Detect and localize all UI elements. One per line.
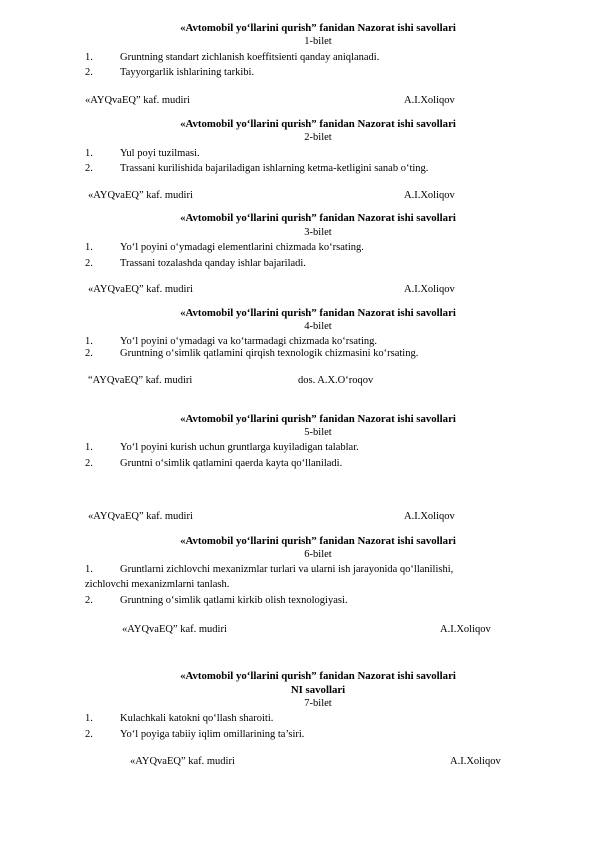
ticket-number: 7-bilet [304, 698, 332, 709]
question-number: 2. [85, 458, 93, 469]
ticket-number: 3-bilet [304, 227, 332, 238]
question-number: 1. [85, 713, 93, 724]
question-text: Yo‘l poyini o‘ymadagi elementlarini chizmada ko‘rsating. [120, 242, 364, 253]
question-text: Gruntning o‘simlik qatlami kirkib olish texnologiyasi. [120, 595, 348, 606]
ticket-title: «Avtomobil yo‘llarini qurish” fanidan Nazorat ishi savollari [180, 307, 456, 319]
question-number: 2. [85, 163, 93, 174]
question-text: Tayyorgarlik ishlarining tarkibi. [120, 67, 255, 78]
question-number: 2. [85, 348, 93, 359]
question-text: Trassani kurilishida bajariladigan ishlarning ketma-ketligini sanab o‘ting. [120, 163, 429, 174]
ticket-title: «Avtomobil yo‘llarini qurish” fanidan Nazorat ishi savollari [180, 535, 456, 547]
footer-department-head: «AYQvaEQ” kaf. mudiri [88, 511, 193, 522]
question-number: 2. [85, 729, 93, 740]
footer-department-head: “AYQvaEQ” kaf. mudiri [88, 375, 193, 386]
ticket-number: 1-bilet [304, 36, 332, 47]
ticket-title: «Avtomobil yo‘llarini qurish” fanidan Nazorat ishi savollari [180, 22, 456, 34]
ticket-title: «Avtomobil yo‘llarini qurish” fanidan Nazorat ishi savollari [180, 670, 456, 682]
ticket-title: «Avtomobil yo‘llarini qurish” fanidan Nazorat ishi savollari [180, 212, 456, 224]
ticket-number: 5-bilet [304, 427, 332, 438]
question-text: Yo‘l poyini kurish uchun gruntlarga kuyiladigan talablar. [120, 442, 359, 453]
footer-signatory: A.I.Xoliqov [404, 190, 455, 201]
question-text: Kulachkali katokni qo‘llash sharoiti. [120, 713, 274, 724]
ticket-subtitle: NI savollari [290, 684, 346, 696]
question-number: 2. [85, 67, 93, 78]
ticket-number: 6-bilet [304, 549, 332, 560]
footer-department-head: «AYQvaEQ” kaf. mudiri [122, 624, 227, 635]
ticket-title: «Avtomobil yo‘llarini qurish” fanidan Nazorat ishi savollari [180, 118, 456, 130]
footer-signatory: dos. A.X.O‘roqov [298, 375, 374, 386]
ticket-title: «Avtomobil yo‘llarini qurish” fanidan Nazorat ishi savollari [180, 413, 456, 425]
question-number: 1. [85, 336, 93, 347]
question-text: Gruntni o‘simlik qatlamini qaerda kayta qo‘llaniladi. [120, 458, 343, 469]
question-text: Yo‘l poyini o‘ymadagi va ko‘tarmadagi chizmada ko‘rsating. [120, 336, 377, 347]
question-number: 1. [85, 442, 93, 453]
question-text: Gruntning standart zichlanish koeffitsienti qanday aniqlanadi. [120, 52, 380, 63]
footer-department-head: «AYQvaEQ” kaf. mudiri [130, 756, 235, 767]
question-number: 1. [85, 148, 93, 159]
ticket-number: 2-bilet [304, 132, 332, 143]
footer-department-head: «AYQvaEQ” kaf. mudiri [88, 284, 193, 295]
question-text: Yo‘l poyiga tabiiy iqlim omillarining ta’siri. [120, 729, 305, 740]
footer-signatory: A.I.Xoliqov [440, 624, 491, 635]
footer-signatory: A.I.Xoliqov [404, 284, 455, 295]
question-text: Gruntlarni zichlovchi mexanizmlar turlari va ularni ish jarayonida qo‘llanilishi, [120, 564, 454, 575]
question-number: 1. [85, 242, 93, 253]
question-text-continuation: zichlovchi mexanizmlarni tanlash. [85, 579, 230, 590]
footer-department-head: «AYQvaEQ” kaf. mudiri [85, 95, 190, 106]
question-number: 2. [85, 595, 93, 606]
question-number: 1. [85, 564, 93, 575]
question-number: 2. [85, 258, 93, 269]
ticket-number: 4-bilet [304, 321, 332, 332]
footer-department-head: «AYQvaEQ” kaf. mudiri [88, 190, 193, 201]
footer-signatory: A.I.Xoliqov [450, 756, 501, 767]
question-text: Yul poyi tuzilmasi. [120, 148, 200, 159]
question-text: Trassani tozalashda qanday ishlar bajariladi. [120, 258, 306, 269]
footer-signatory: A.I.Xoliqov [404, 511, 455, 522]
question-text: Gruntning o‘simlik qatlamini qirqish texnologik chizmasini ko‘rsating. [120, 348, 419, 359]
footer-signatory: A.I.Xoliqov [404, 95, 455, 106]
question-number: 1. [85, 52, 93, 63]
